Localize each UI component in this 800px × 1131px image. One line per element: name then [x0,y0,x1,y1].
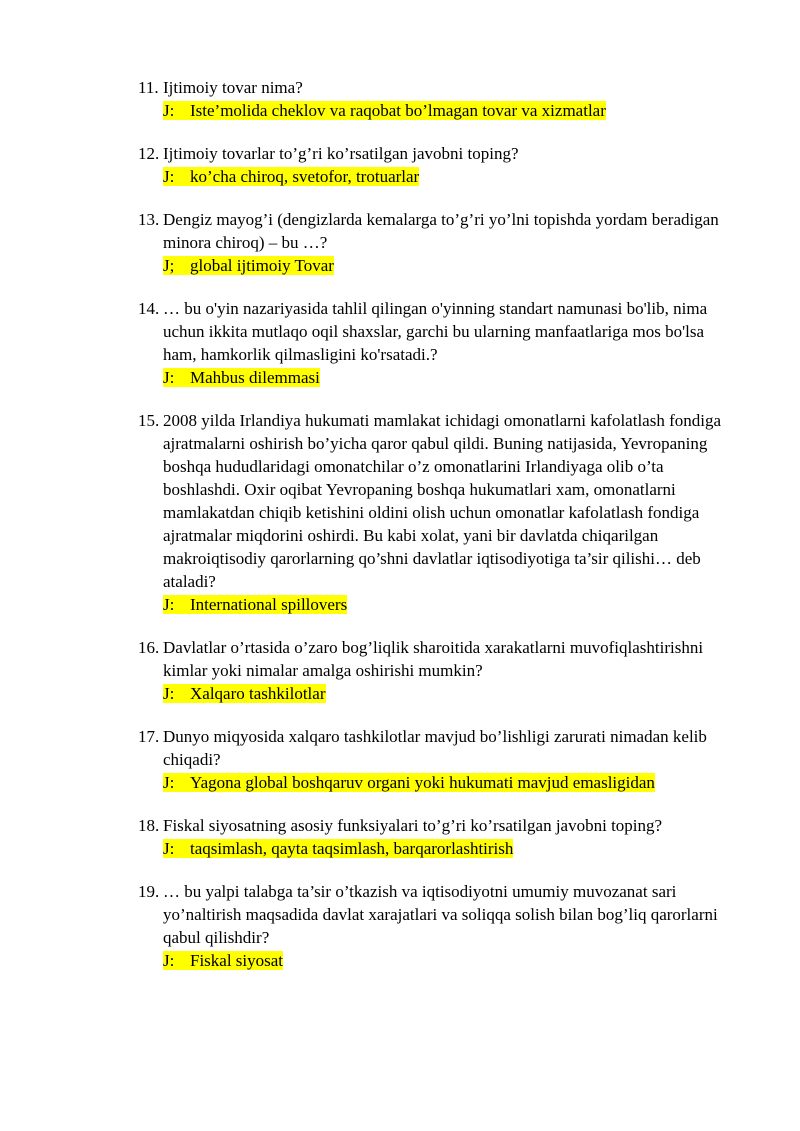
answer-highlight [163,167,419,186]
question-row [138,814,738,837]
question-text: … bu yalpi talabga ta’sir o’tkazish va iqtisodiyotni umumiy muvozanat sari yo’naltirish maqsadida davlat xarajatlari va soliqqa solish bilan bog’liq qarorlarni qabul qilishdir? [163,882,718,947]
answer-prefix: J: [163,595,175,614]
answer-highlight [163,256,334,275]
question-row [138,208,738,254]
answer-line [163,949,738,972]
question-number: 19. [138,882,160,901]
answer-prefix: J: [163,839,175,858]
answer-prefix: J: [163,951,175,970]
question-item-11 [138,76,738,122]
question-text: Ijtimoiy tovarlar to’g’ri ko’rsatilgan javobni toping? [163,144,519,163]
question-item-13 [138,208,738,277]
question-row [138,76,738,99]
question-text: … bu o'yin nazariyasida tahlil qilingan o'yinning standart namunasi bo'lib, nima uchun ikkita mutlaqo oqil shaxslar, garchi bu ularning manfaatlariga mos bo'lsa ham, hamkorlik qilmasligini ko'rsatadi.? [163,299,708,364]
answer-highlight [163,595,347,614]
answer-prefix: J: [163,368,175,387]
answer-prefix: J: [163,101,175,120]
question-item-17 [138,725,738,794]
answer-line [163,366,738,389]
answer-line [163,99,738,122]
question-text: 2008 yilda Irlandiya hukumati mamlakat ichidagi omonatlarni kafolatlash fondiga ajratmalarni oshirish bo’yicha qaror qabul qildi. Buning natijasida, Yevropaning boshqa hududlaridagi omonatchilar o’z omonatlarini Irlandiyaga olib o’ta boshlashdi. Oxir oqibat Yevropaning boshqa hukumatlari xam, omonatlarni mamlakatdan chiqib ketishini oldini olish uchun omonatlar kafolatlash fondiga ajratmalar miqdorini oshirdi. Bu kabi xolat, yani bir davlatda chiqarilgan makroiqtisodiy qarorlarning qo’shni davlatlar iqtisodiyotiga ta’sir qilishi… deb ataladi? [163,411,722,591]
question-number: 13. [138,210,160,229]
question-number: 11. [138,78,159,97]
answer-prefix: J: [163,167,175,186]
question-text: Dengiz mayog’i (dengizlarda kemalarga to’g’ri yo’lni topishda yordam beradigan minora chiroq) – bu …? [163,210,719,252]
question-text: Dunyo miqyosida xalqaro tashkilotlar mavjud bo’lishligi zarurati nimadan kelib chiqadi? [163,727,707,769]
question-row [138,725,738,771]
question-number: 18. [138,816,160,835]
question-row [138,142,738,165]
answer-highlight [163,101,606,120]
question-item-18 [138,814,738,860]
answer-line [163,771,738,794]
question-text: Fiskal siyosatning asosiy funksiyalari to’g’ri ko’rsatilgan javobni toping? [163,816,663,835]
question-text: Ijtimoiy tovar nima? [163,78,303,97]
question-item-16 [138,636,738,705]
question-text: Davlatlar o’rtasida o’zaro bog’liqlik sharoitida xarakatlarni muvofiqlashtirishni kimlar yoki nimalar amalga oshirishi mumkin? [163,638,704,680]
answer-text: ko’cha chiroq, svetofor, trotuarlar [190,167,420,186]
answer-line [163,837,738,860]
answer-text: Yagona global boshqaruv organi yoki hukumati mavjud emasligidan [190,773,655,792]
answer-line [163,165,738,188]
answer-line [163,593,738,616]
question-item-19 [138,880,738,972]
answer-text: Mahbus dilemmasi [190,368,320,387]
answer-highlight [163,951,283,970]
answer-line [163,682,738,705]
answer-text: Fiskal siyosat [190,951,284,970]
answer-prefix: J; [163,256,175,275]
answer-text: global ijtimoiy Tovar [190,256,334,275]
question-row [138,880,738,949]
question-item-12 [138,142,738,188]
answer-highlight [163,839,513,858]
question-row [138,297,738,366]
answer-prefix: J: [163,684,175,703]
answer-highlight [163,368,320,387]
question-item-14 [138,297,738,389]
question-row [138,636,738,682]
question-number: 15. [138,411,160,430]
question-item-15 [138,409,738,616]
answer-text: Xalqaro tashkilotlar [190,684,326,703]
question-number: 14. [138,299,160,318]
question-number: 16. [138,638,160,657]
answer-text: taqsimlash, qayta taqsimlash, barqarorlashtirish [190,839,514,858]
answer-highlight [163,684,326,703]
answer-prefix: J: [163,773,175,792]
answer-highlight [163,773,655,792]
answer-text: Iste’molida cheklov va raqobat bo’lmagan tovar va xizmatlar [190,101,606,120]
answer-text: International spillovers [190,595,348,614]
question-number: 12. [138,144,160,163]
question-number: 17. [138,727,160,746]
answer-line [163,254,738,277]
question-row [138,409,738,593]
